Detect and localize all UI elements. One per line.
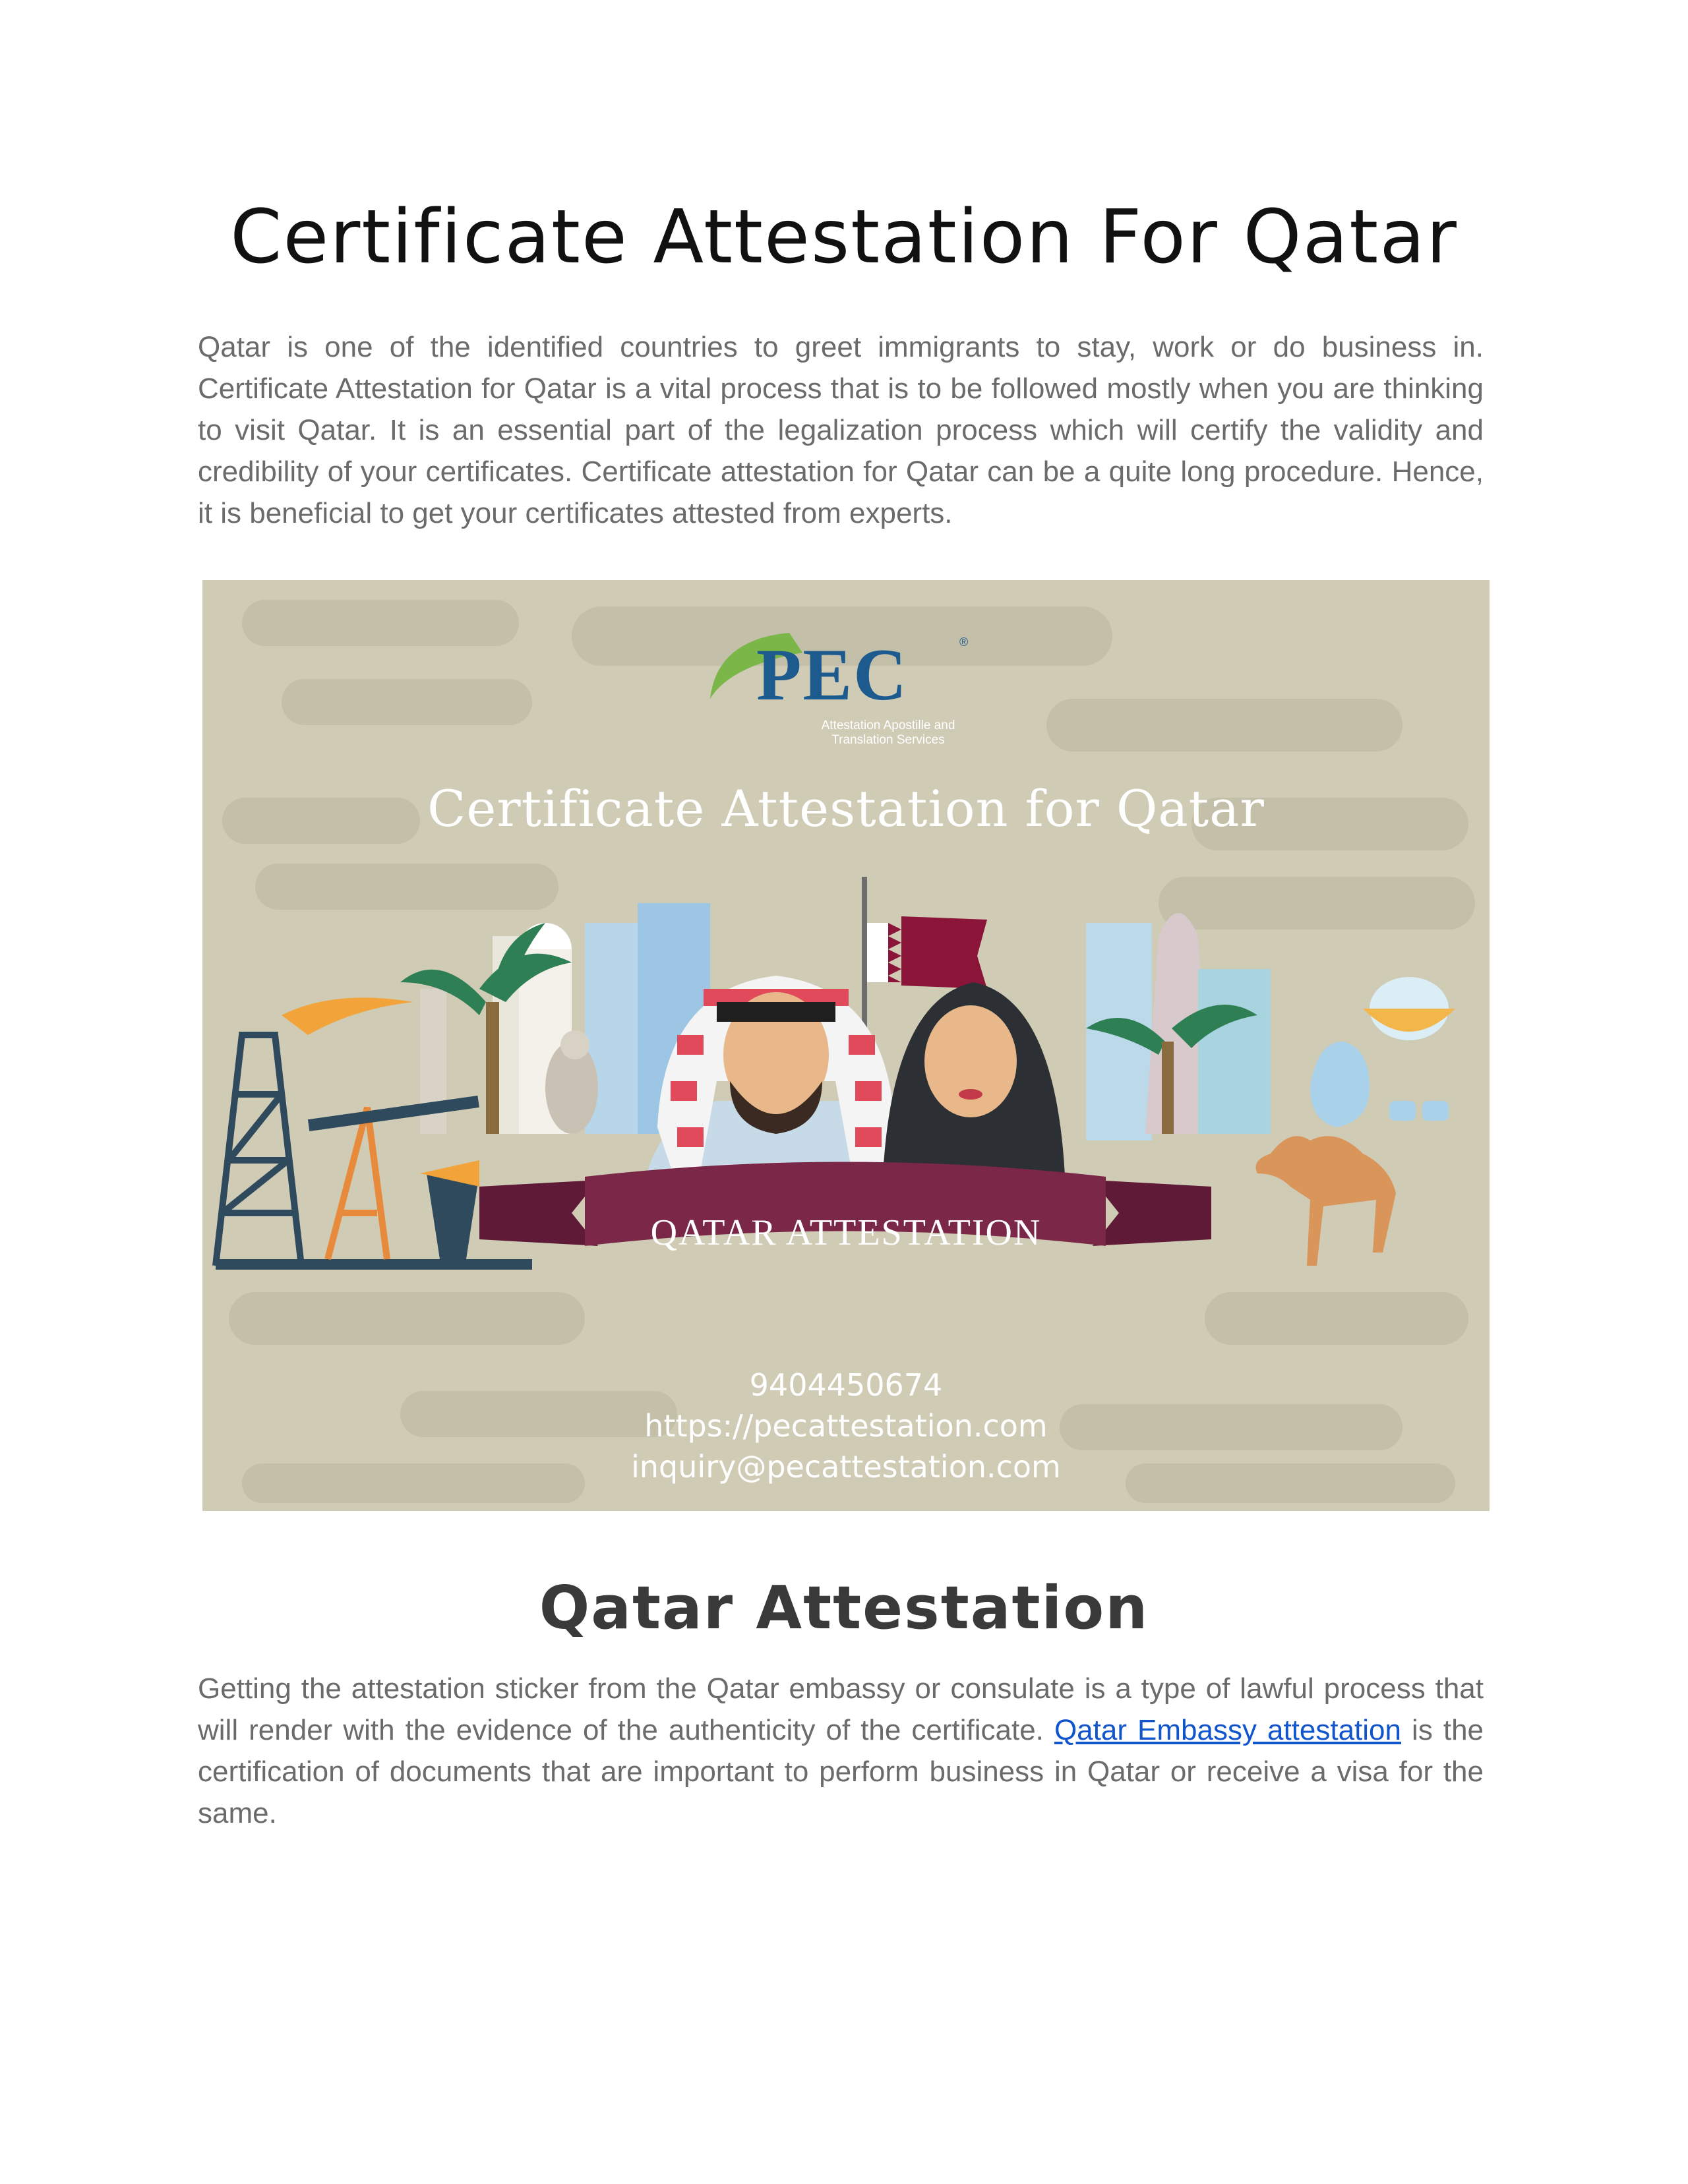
registered-mark: ® xyxy=(959,635,969,649)
intro-paragraph: Qatar is one of the identified countries to greet immigrants to stay, work or do business in. Certificate Attestation for Qatar is a vital process that is to be followed mostly when you are thinking to visit Qatar. It is an essential part of the legalization process which will certify the validity and credibility of your certificates. Certificate attestation for Qatar can be a quite long procedure. Hence, it is beneficial to get your certificates attested from experts. xyxy=(198,331,1484,529)
section-text-after-link: is the certification of documents that are important to perform business in Qatar or receive a visa for the same. xyxy=(198,1714,1484,1829)
banner-website: https://pecattestation.com xyxy=(644,1408,1048,1444)
section-paragraph xyxy=(198,1668,1484,1834)
banner-email: inquiry@pecattestation.com xyxy=(631,1449,1061,1485)
pec-tagline-line1: Attestation Apostille and xyxy=(821,719,955,732)
pec-tagline-line2: Translation Services xyxy=(831,733,945,747)
page-title: Certificate Attestation For Qatar xyxy=(230,194,1458,280)
qatar-embassy-attestation-link[interactable]: Qatar Embassy attestation xyxy=(1054,1714,1402,1746)
banner-phone: 9404450674 xyxy=(749,1367,943,1403)
pec-tagline xyxy=(789,719,987,748)
section-text-before-link: Getting the attestation sticker from the Qatar embassy or consulate is a type of lawful process that will render with the evidence of the authenticity of the certificate. xyxy=(198,1672,1484,1746)
section-heading: Qatar Attestation xyxy=(539,1574,1149,1643)
banner-title: Certificate Attestation for Qatar xyxy=(427,779,1265,838)
banner-image xyxy=(202,580,1490,1511)
pec-logo-wordmark: PEC xyxy=(756,634,908,716)
pec-logo xyxy=(690,626,994,758)
ribbon-label: QATAR ATTESTATION xyxy=(650,1212,1042,1253)
